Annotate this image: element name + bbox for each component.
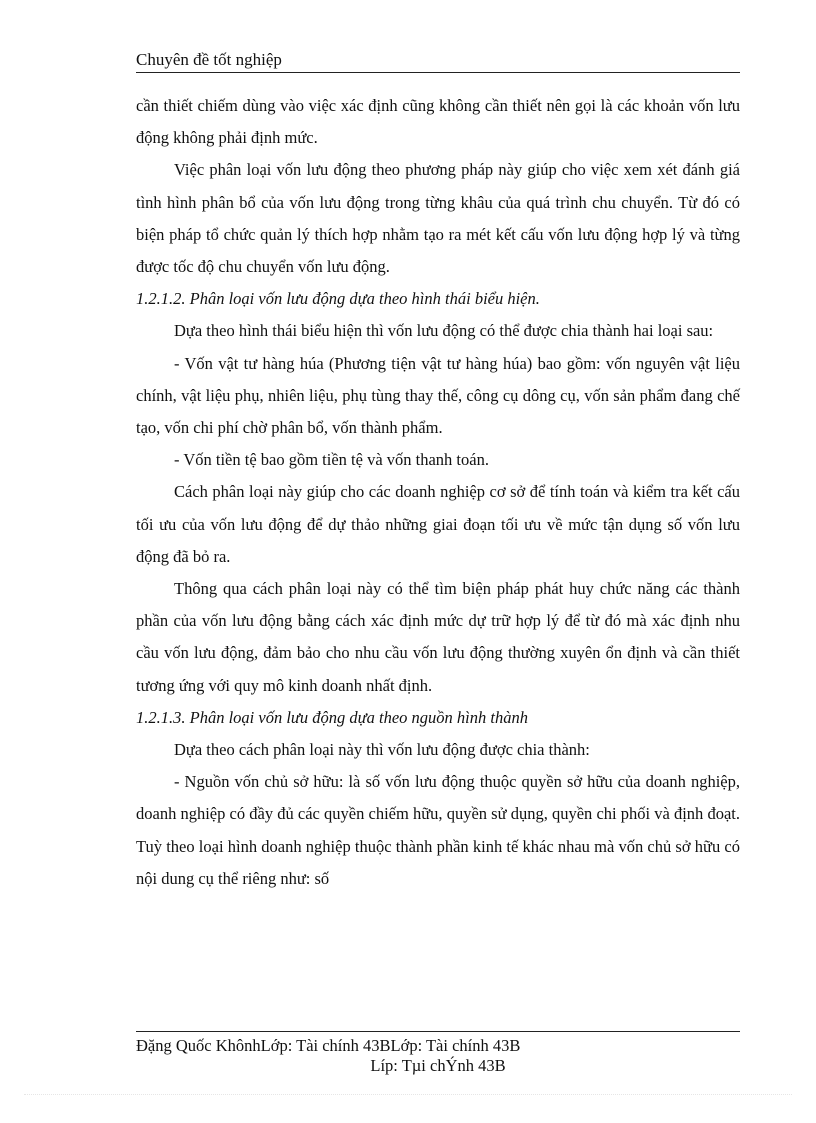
paragraph: Việc phân loại vốn lưu động theo phương pháp này giúp cho việc xem xét đánh giá tình hình phân bổ của vốn lưu động trong từng khâu của quá trình chu chuyển. Từ đó có biện pháp tổ chức quản lý thích hợp nhằm tạo ra mét kết cấu vốn lưu động hợp lý và từng được tốc độ chu chuyển vốn lưu động. [136, 160, 740, 277]
footer-author-line: Đặng Quốc KhônhLớp: Tài chính 43BLớp: Tài chính 43B [136, 1036, 521, 1055]
paragraph: cần thiết chiếm dùng vào việc xác định cũng không cần thiết nên gọi là các khoản vốn lưu động không phải định mức. [136, 96, 740, 148]
section-heading: 1.2.1.3. Phân loại vốn lưu động dựa theo nguồn hình thành [136, 707, 528, 727]
paragraph: Thông qua cách phân loại này có thể tìm biện pháp phát huy chức năng các thành phần của vốn lưu động bằng cách xác định mức dự trữ hợp lý để từ đó mà xác định nhu cầu vốn lưu động, đảm bảo cho nhu cầu vốn lưu động thường xuyên ổn định và cần thiết tương ứng với quy mô kinh doanh nhất định. [136, 579, 740, 695]
page-bottom-dotted-border [24, 1094, 792, 1095]
paragraph: Dựa theo cách phân loại này thì vốn lưu động được chia thành: [174, 740, 590, 760]
footer-class-line: Líp: Tµi chÝnh 43B [370, 1056, 506, 1075]
page-header-title: Chuyên đề tốt nghiệp [136, 50, 282, 69]
paragraph: - Vốn tiền tệ bao gồm tiền tệ và vốn thanh toán. [174, 450, 489, 470]
footer-divider [136, 1031, 740, 1032]
paragraph: - Nguồn vốn chủ sở hữu: là số vốn lưu động thuộc quyền sở hữu của doanh nghiệp, doanh nghiệp có đầy đủ các quyền chiếm hữu, quyền sử dụng, quyền chi phối và định đoạt. Tuỳ theo loại hình doanh nghiệp thuộc thành phần kinh tế khác nhau mà vốn chủ sở hữu có nội dung cụ thể riêng như: số [136, 772, 740, 888]
paragraph: - Vốn vật tư hàng húa (Phương tiện vật tư hàng húa) bao gồm: vốn nguyên vật liệu chính, vật liệu phụ, nhiên liệu, phụ tùng thay thế, công cụ dông cụ, vốn sản phẩm đang chế tạo, vốn chi phí chờ phân bổ, vốn thành phẩm. [136, 353, 740, 438]
header-divider [136, 72, 740, 73]
section-heading: 1.2.1.2. Phân loại vốn lưu động dựa theo hình thái biểu hiện. [136, 289, 540, 309]
paragraph: Dựa theo hình thái biểu hiện thì vốn lưu động có thể được chia thành hai loại sau: [174, 321, 714, 341]
paragraph: Cách phân loại này giúp cho các doanh nghiệp cơ sở để tính toán và kiểm tra kết cấu tối ưu của vốn lưu động để dự thảo những giai đoạn tối ưu về mức tận dụng số vốn lưu động đã bỏ ra. [136, 482, 740, 566]
document-body [136, 90, 740, 895]
